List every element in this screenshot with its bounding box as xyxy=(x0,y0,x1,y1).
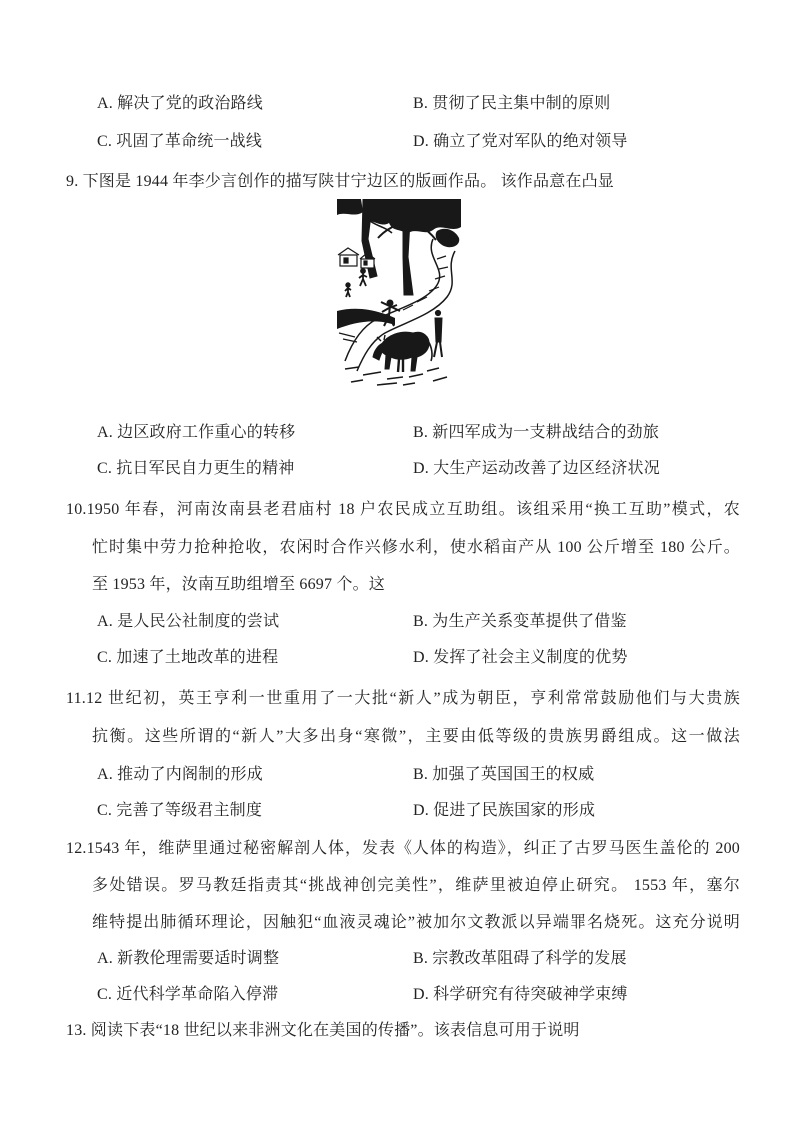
q10-stem-line-1: 10.1950 年春，河南汝南县老君庙村 18 户农民成立互助组。该组采用“换工互助”模式，农 xyxy=(66,501,740,518)
q9-stem: 9. 下图是 1944 年李少言创作的描写陕甘宁边区的版画作品。 该作品意在凸显 xyxy=(66,173,615,190)
q9-option-b: B. 新四军成为一支耕战结合的劲旅 xyxy=(413,424,660,441)
q10-option-c: C. 加速了土地改革的进程 xyxy=(97,649,279,666)
ground-strokes xyxy=(345,367,447,385)
q10-option-d: D. 发挥了社会主义制度的优势 xyxy=(413,649,628,666)
q8-option-c: C. 巩固了革命统一战线 xyxy=(97,133,263,150)
q8-option-b: B. 贯彻了民主集中制的原则 xyxy=(413,95,611,112)
q13-stem: 13. 阅读下表“18 世纪以来非洲文化在美国的传播”。该表信息可用于说明 xyxy=(66,1022,580,1039)
villager-figures xyxy=(345,269,367,297)
q9-woodcut-figure xyxy=(337,199,461,390)
q12-option-b: B. 宗教改革阻碍了科学的发展 xyxy=(413,950,627,967)
woodcut-print-icon xyxy=(337,199,461,390)
q12-option-d: D. 科学研究有待突破神学束缚 xyxy=(413,986,628,1003)
q8-option-a: A. 解决了党的政治路线 xyxy=(97,95,263,112)
q12-stem-line-2: 多处错误。罗马教廷指责其“挑战神创完美性”，维萨里被迫停止研究。 1553 年，塞尔 xyxy=(92,877,740,894)
q11-option-a: A. 推动了内阁制的形成 xyxy=(97,766,263,783)
q9-option-c: C. 抗日军民自力更生的精神 xyxy=(97,460,295,477)
q9-option-a: A. 边区政府工作重心的转移 xyxy=(97,424,296,441)
standing-figure xyxy=(434,310,442,357)
q12-option-a: A. 新教伦理需要适时调整 xyxy=(97,950,280,967)
q10-option-a: A. 是人民公社制度的尝试 xyxy=(97,613,280,630)
q12-option-c: C. 近代科学革命陷入停滞 xyxy=(97,986,279,1003)
q9-option-d: D. 大生产运动改善了边区经济状况 xyxy=(413,460,660,477)
q12-stem-line-1: 12.1543 年，维萨里通过秘密解剖人体，发表《人体的构造》，纠正了古罗马医生盖伦的 200 xyxy=(66,840,740,857)
q10-option-b: B. 为生产关系变革提供了借鉴 xyxy=(413,613,627,630)
q11-option-c: C. 完善了等级君主制度 xyxy=(97,802,263,819)
q10-stem-line-2: 忙时集中劳力抢种抢收，农闲时合作兴修水利，使水稻亩产从 100 公斤增至 180 公斤。 xyxy=(92,539,740,556)
q12-stem-line-3: 维特提出肺循环理论，因触犯“血液灵魂论”被加尔文教派以异端罪名烧死。这充分说明 xyxy=(92,914,740,931)
q11-option-b: B. 加强了英国国王的权威 xyxy=(413,766,595,783)
q10-stem-line-3: 至 1953 年，汝南互助组增至 6697 个。这 xyxy=(92,576,386,593)
q11-stem-line-2: 抗衡。这些所谓的“新人”大多出身“寒微”，主要由低等级的贵族男爵组成。这一做法 xyxy=(92,728,740,745)
ox-figure xyxy=(373,332,432,372)
field-slope xyxy=(337,309,395,342)
q8-option-d: D. 确立了党对军队的绝对领导 xyxy=(413,133,628,150)
q11-stem-line-1: 11.12 世纪初，英王亨利一世重用了一大批“新人”成为朝臣，亨利常常鼓励他们与大贵族 xyxy=(66,690,740,707)
q11-option-d: D. 促进了民族国家的形成 xyxy=(413,802,596,819)
